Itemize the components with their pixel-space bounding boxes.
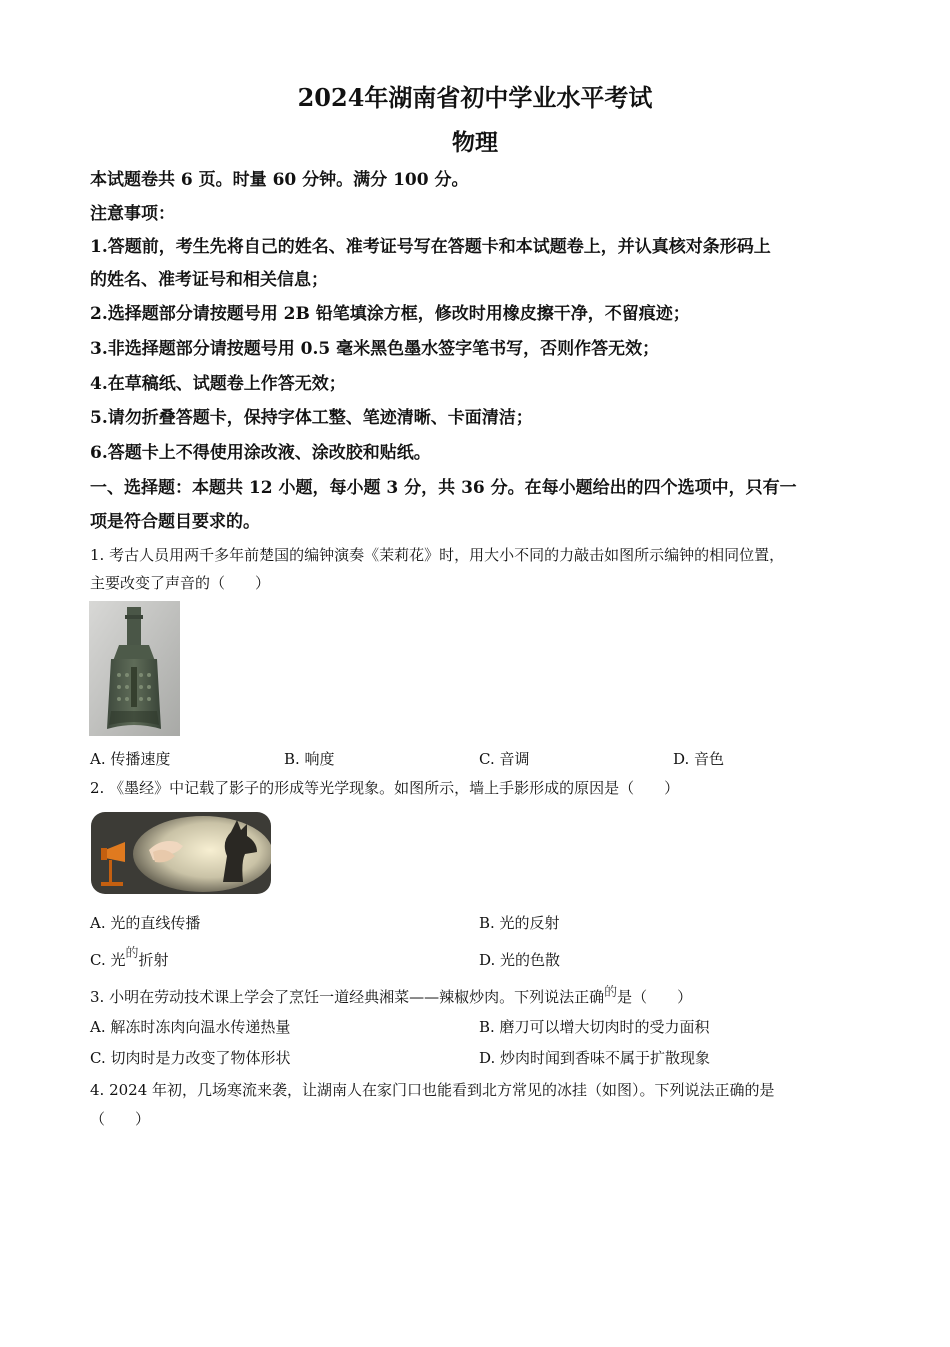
section-heading-line-1: 一、选择题：本题共 12 小题，每小题 3 分，共 36 分。在每小题给出的四个选项中，只有一 [90, 478, 797, 498]
q1-option-c: C. 音调 [479, 750, 530, 768]
q4-stem-line-1: 4. 2024 年初，几场寒流来袭，让湖南人在家门口也能看到北方常见的冰挂（如图）。下列说法正确的是 [90, 1081, 775, 1099]
subject-title: 物理 [452, 129, 498, 156]
note-5: 5.请勿折叠答题卡，保持字体工整、笔迹清晰、卡面清洁； [90, 408, 533, 428]
q3-stem: 3. 小明在劳动技术课上学会了烹饪一道经典湘菜——辣椒炒肉。下列说法正确的是（ ） [90, 985, 693, 1006]
q2-stem: 2. 《墨经》中记载了影子的形成等光学现象。如图所示，墙上手影形成的原因是（ ） [90, 779, 680, 797]
q2-option-b: B. 光的反射 [479, 914, 560, 932]
note-1-line-1: 1.答题前，考生先将自己的姓名、准考证号写在答题卡和本试题卷上，并认真核对条形码上 [90, 237, 771, 257]
note-2: 2.选择题部分请按题号用 2B 铅笔填涂方框，修改时用橡皮擦干净，不留痕迹； [90, 304, 690, 324]
q2-option-a: A. 光的直线传播 [90, 914, 201, 932]
q3-option-d: D. 炒肉时闻到香味不属于扩散现象 [479, 1049, 711, 1067]
q3-option-a: A. 解冻时冻肉向温水传递热量 [90, 1018, 291, 1036]
q2-option-c: C. 光的折射 [90, 946, 169, 969]
note-6: 6.答题卡上不得使用涂改液、涂改胶和贴纸。 [90, 443, 431, 463]
q3-option-b: B. 磨刀可以增大切肉时的受力面积 [479, 1018, 710, 1036]
section-heading-line-2: 项是符合题目要求的。 [90, 512, 260, 532]
q3-option-c: C. 切肉时是力改变了物体形状 [90, 1049, 291, 1067]
hand-shadow-image [91, 812, 271, 894]
q1-stem-line-2: 主要改变了声音的（ ） [90, 574, 271, 592]
q4-stem-line-2: （ ） [90, 1110, 151, 1128]
exam-info: 本试题卷共 6 页。时量 60 分钟。满分 100 分。 [90, 170, 469, 190]
bronze-bell-image [89, 601, 180, 736]
note-1-line-2: 的姓名、准考证号和相关信息； [90, 270, 328, 290]
note-3: 3.非选择题部分请按题号用 0.5 毫米黑色墨水签字笔书写，否则作答无效； [90, 339, 660, 359]
q1-option-b: B. 响度 [284, 750, 335, 768]
note-4: 4.在草稿纸、试题卷上作答无效； [90, 374, 346, 394]
q1-option-d: D. 音色 [673, 750, 725, 768]
q2-option-d: D. 光的色散 [479, 951, 561, 969]
exam-title: 2024年湖南省初中学业水平考试 [297, 83, 653, 112]
notes-heading: 注意事项： [90, 204, 175, 224]
q1-option-a: A. 传播速度 [90, 750, 171, 768]
q1-stem-line-1: 1. 考古人员用两千多年前楚国的编钟演奏《茉莉花》时，用大小不同的力敲击如图所示编钟的相同位置， [90, 546, 785, 564]
